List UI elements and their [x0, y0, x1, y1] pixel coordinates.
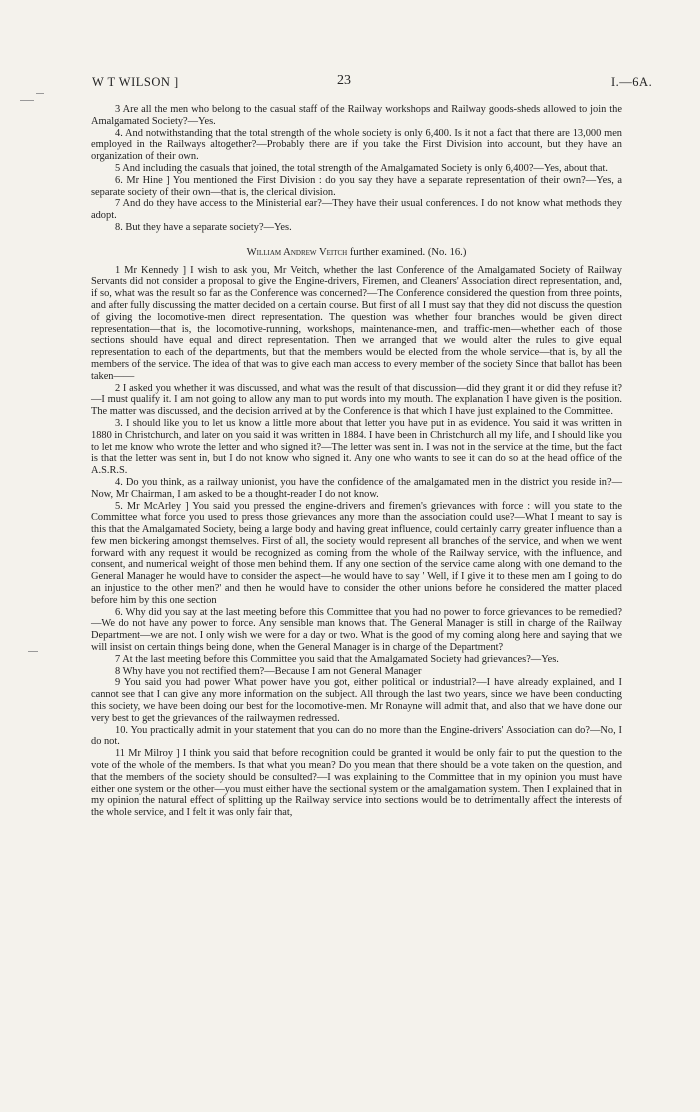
question-paragraph: 7 At the last meeting before this Committee you said that the Amalgamated Society had grievances?—Yes. [115, 653, 559, 665]
margin-mark [20, 100, 34, 101]
question-paragraph: 3 Are all the men who belong to the casual staff of the Railway workshops and Railway goods-sheds allowed to join the Amalgamated Society?—Yes. [91, 104, 622, 127]
section-heading [91, 247, 622, 259]
question-paragraph: 8. But they have a separate society?—Yes. [115, 221, 292, 233]
question-paragraph: 5. Mr McArley ] You said you pressed the engine-drivers and firemen's grievances with force : will you state to the Committee what force you used to press those grievances any more than the association could use?—What I meant to say is this that the Amalgamated Society, being a large body and having great influence, could certainly carry greater influence than a few men bickering amongst themselves. First of all, the society would represent all branches of the service, and when we went forward with any request it would be recognized as coming from the whole of the Railway service, with the influence, and consent, and numerical weight of those men behind them. If any one section of the service came along with one demand to the General Manager he would have to consider the aspect—he would have to say ' Well, if I give it to these men am I going to do an injustice to the other men?' and then he would have to consider the other unions before he considered the matter placed before him by this one section [91, 500, 622, 606]
question-paragraph: 6. Mr Hine ] You mentioned the First Division : do you say they have a separate representation of their own?—Yes, a separate society of their own—that is, the clerical division. [91, 174, 622, 198]
running-header [0, 75, 700, 95]
question-paragraph: 4. And notwithstanding that the total strength of the whole society is only 6,400. Is it not a fact that there are 13,000 men employed in the Railways altogether?—Probably there are if you take the First Division into account, but they have an organization of their own. [91, 127, 622, 163]
header-witness: W T WILSON ] [92, 75, 179, 89]
question-paragraph: 9 You said you had power What power have you got, either political or industrial?—I have already explained, and I cannot see that I can give any more information on the subject. All through the last two years, since we have been conducting this society, we have been doing our best for the locomotive-men. Mr Ronayne will admit that, and also that we have done our very best to get the grievances of the railwaymen redressed. [91, 677, 622, 724]
question-paragraph: 6. Why did you say at the last meeting before this Committee that you had no power to force grievances to be remedied?—We do not have any power to force. Any sensible man knows that. The General Manager is still in charge of the Railway Department—we are not. I only wish we were for a day or two. What is the good of my coming along here and saying that we will insist on certain things being done, when the General Manager is in charge of the Department? [91, 606, 622, 654]
question-paragraph: 7 And do they have access to the Ministerial ear?—They have their usual conferences. I do not know what methods they adopt. [91, 198, 622, 222]
margin-mark [28, 651, 38, 652]
question-paragraph: 1 Mr Kennedy ] I wish to ask you, Mr Veitch, whether the last Conference of the Amalgamated Society of Railway Servants did not consider a proposal to give the Engine-drivers, Firemen, and Cleaners' Association direct representation, and, if so, what was the result so far as the Conference was concerned?—The Conference considered the question from three points, and after fully discussing the matter decided on a certain course. But first of all I must say that they did not discuss the question of giving the locomotive-men direct representation. The question was whether four branches would be given direct representation—that is, the locomotive-running, workshops, maintenance-men, and traffic-men—whether each of those sections should have equal and direct representation. Then we arranged that we would alter the rules to give equal representation to each of the departments, but that the members would be elected from the whole service—that is, by all the members of the service. The idea of that was to give each man access to every member of the society Since that ballot has been taken—— [91, 264, 622, 382]
document-reference: I.—6A. [611, 75, 653, 89]
page-body [91, 104, 622, 819]
question-paragraph: 4. Do you think, as a railway unionist, you have the confidence of the amalgamated men in the district you reside in?—Now, Mr Chairman, I am asked to be a thought-reader I do not know. [91, 476, 622, 500]
question-paragraph: 5 And including the casuals that joined, the total strength of the Amalgamated Society is only 6,400?—Yes, about that. [115, 162, 608, 174]
question-paragraph: 8 Why have you not rectified them?—Because I am not General Manager [115, 665, 422, 677]
section-heading-rest: further examined. (No. 16.) [347, 246, 467, 258]
witness-name: William Andrew Veitch [246, 246, 348, 258]
page-number: 23 [337, 73, 351, 88]
question-paragraph: 2 I asked you whether it was discussed, and what was the result of that discussion—did they grant it or did they refuse it?—I must qualify it. I am not going to allow any man to put words into my mouth. The explanation I have given is the position. The matter was discussed, and the decision arrived at by the Conference is that which I have just explained to the Committee. [91, 382, 622, 418]
question-paragraph: 3. I should like you to let us know a little more about that letter you have put in as evidence. You said it was written in 1880 in Christchurch, and later on you said it was written in 1884. I have been in Christchurch all my life, and I should like you to let me know who wrote the letter and who signed it?—The letter was sent in. I was not in the service at the time, but the fact is that the letter was sent in, but I do not know who signed it. Any one who wants to see it can do so at the head office of the A.S.R.S. [91, 417, 622, 477]
question-paragraph: 11 Mr Milroy ] I think you said that before recognition could be granted it would be only fair to put the question to the vote of the whole of the members. Is that what you mean? Do you mean that there should be a vote taken on the question, and that the members of the society should be consulted?—I was explaining to the Committee that in my opinion you must have either one system or the other—you must either have the sectional system or the amalgamation system. Then I explained that in my opinion the natural effect of splitting up the Railway service into sections would be to detrimentally affect the interests of the whole service, and I felt it was only fair that, [91, 748, 622, 819]
question-paragraph: 10. You practically admit in your statement that you can do no more than the Engine-drivers' Association can do?—No, I do not. [91, 724, 622, 748]
